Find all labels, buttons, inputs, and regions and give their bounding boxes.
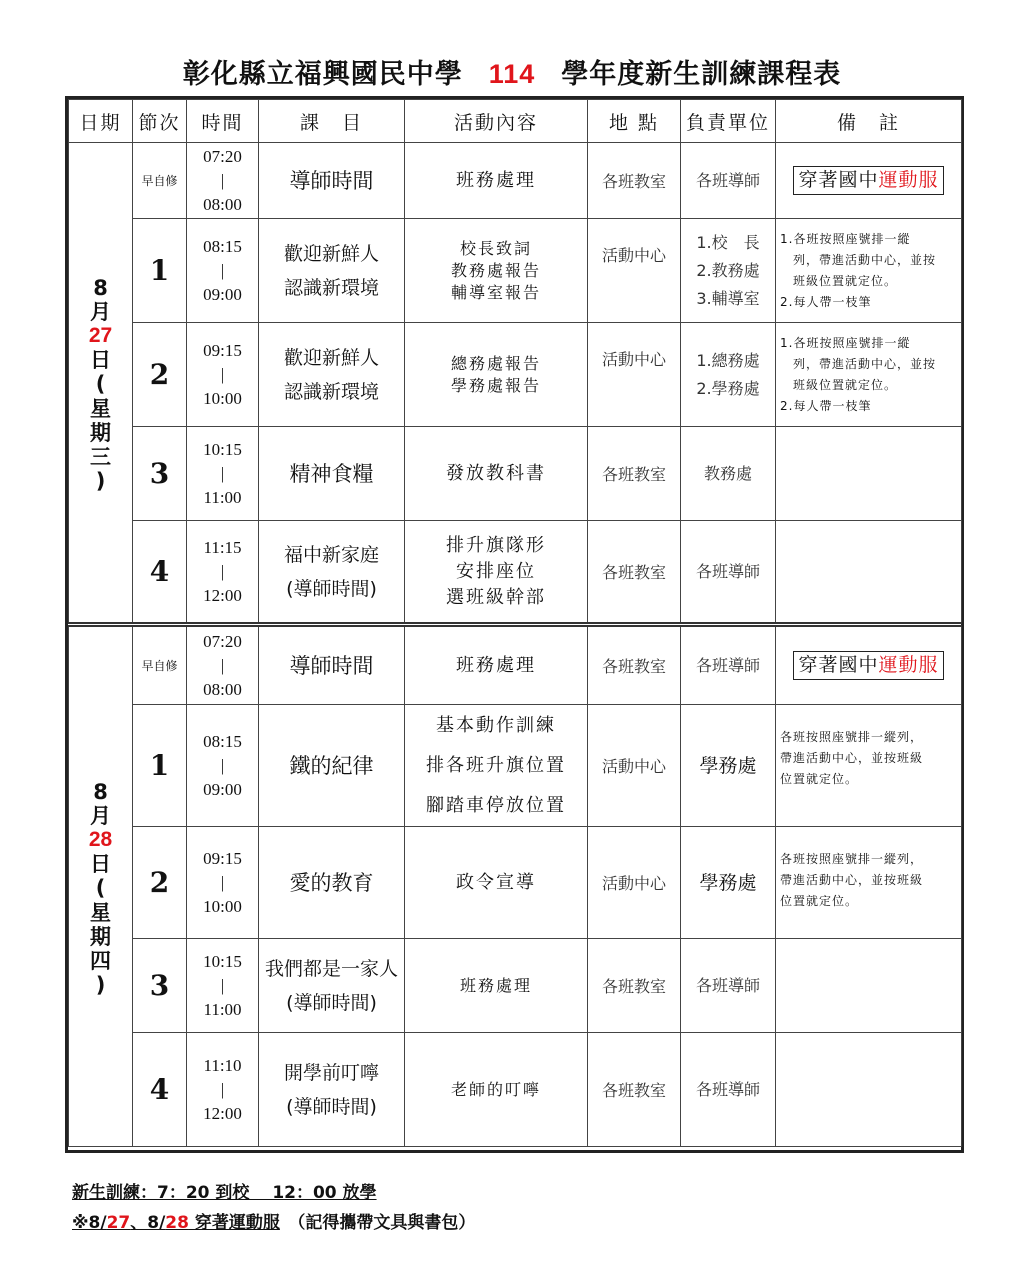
time-time-start: 07:20 — [203, 631, 242, 651]
activity-line: 政令宣導 — [456, 871, 536, 893]
activity-line: 學務處報告 — [450, 375, 541, 395]
course-cell — [259, 521, 405, 625]
activity-cell — [405, 427, 588, 521]
table-row — [69, 705, 962, 827]
header-course: 課 目 — [259, 100, 405, 143]
date-month-label: 月 — [90, 804, 111, 828]
responsible-line: 2.教務處 — [696, 260, 760, 280]
activity-line: 總務處報告 — [450, 353, 541, 373]
title-suffix: 學年度新生訓練課程表 — [561, 59, 842, 90]
time-cell — [187, 705, 259, 827]
course-cell — [259, 827, 405, 939]
location-cell: 活動中心 — [588, 323, 681, 427]
badge-text: 穿著國中 — [798, 654, 879, 676]
responsible-cell — [681, 427, 776, 521]
time-cell — [187, 939, 259, 1033]
date-day-label: 日 — [90, 348, 111, 373]
table-row — [69, 323, 962, 427]
location-cell: 各班教室 — [588, 521, 681, 625]
date-month-label: 月 — [90, 300, 111, 324]
responsible-line: 各班導師 — [695, 655, 760, 675]
time-cell — [187, 1033, 259, 1147]
activity-cell — [405, 143, 588, 219]
time-time-start: 08:15 — [203, 731, 242, 751]
activity-cell — [405, 323, 588, 427]
badge-text: 穿著國中 — [798, 169, 879, 191]
note-line: 列，帶進活動中心，並按 — [780, 357, 937, 371]
date-weekday-char: 四 — [90, 948, 111, 973]
table-row — [69, 827, 962, 939]
note-line: 位置就定位。 — [780, 894, 859, 908]
school-year: 114 — [488, 59, 536, 89]
date-cell — [69, 143, 133, 625]
note-cell — [776, 521, 962, 625]
time-sep: | — [220, 975, 225, 995]
time-sep: | — [220, 463, 225, 483]
time-time-start: 09:15 — [203, 848, 242, 868]
header-location: 地 點 — [588, 100, 681, 143]
time-sep: | — [220, 755, 225, 775]
activity-cell — [405, 521, 588, 625]
course-line: 鐵的紀律 — [289, 753, 374, 778]
date-weekday-char: 期 — [90, 420, 111, 445]
period-cell: 早自修 — [133, 143, 187, 219]
time-sep: | — [220, 655, 225, 675]
school-name: 彰化縣立福興國民中學 — [182, 59, 463, 90]
note-line: 列，帶進活動中心，並按 — [780, 253, 937, 267]
note-cell — [776, 625, 962, 705]
course-line: 認識新環境 — [283, 276, 379, 299]
activity-line: 排各班升旗位置 — [426, 754, 566, 776]
note-cell — [776, 827, 962, 939]
note-line: 位置就定位。 — [780, 772, 859, 786]
date-weekday-char: 星 — [90, 900, 111, 925]
course-line: 福中新家庭 — [283, 543, 379, 566]
time-sep: | — [220, 872, 225, 892]
period-cell: 早自修 — [133, 625, 187, 705]
responsible-line: 學務處 — [699, 754, 757, 777]
date-month: 8 — [93, 779, 108, 804]
time-time-end: 09:00 — [203, 284, 242, 304]
responsible-line: 1.校 長 — [696, 232, 760, 252]
time-time-start: 08:15 — [203, 236, 242, 256]
attire-badge — [793, 166, 943, 195]
activity-line: 發放教科書 — [446, 462, 546, 484]
schedule-table — [68, 99, 962, 1147]
header-period: 節次 — [133, 100, 187, 143]
location-cell: 各班教室 — [588, 427, 681, 521]
course-line: 精神食糧 — [289, 461, 374, 486]
time-cell — [187, 219, 259, 323]
time-time-end: 09:00 — [203, 779, 242, 799]
course-cell — [259, 219, 405, 323]
badge-text-red: 運動服 — [878, 654, 939, 676]
activity-line: 安排座位 — [456, 560, 536, 582]
table-row — [69, 625, 962, 705]
time-time-start: 11:10 — [203, 1055, 242, 1075]
header-activity: 活動內容 — [405, 100, 588, 143]
time-time-end: 10:00 — [203, 388, 242, 408]
header-date: 日期 — [69, 100, 133, 143]
course-line: 認識新環境 — [283, 380, 379, 403]
course-cell — [259, 143, 405, 219]
responsible-cell — [681, 827, 776, 939]
responsible-line: 各班導師 — [695, 561, 760, 581]
note-line: 各班按照座號排一縱列， — [780, 852, 924, 866]
period-cell: 2 — [133, 827, 187, 939]
time-cell — [187, 827, 259, 939]
date-cell — [69, 625, 133, 1147]
course-line: 開學前叮嚀 — [283, 1061, 379, 1084]
note-line: 帶進活動中心，並按班級 — [780, 873, 924, 887]
responsible-line: 教務處 — [703, 463, 752, 483]
course-line: 歡迎新鮮人 — [283, 346, 379, 369]
location-cell: 活動中心 — [588, 219, 681, 323]
time-cell — [187, 427, 259, 521]
responsible-line: 學務處 — [699, 871, 757, 894]
time-sep: | — [220, 170, 225, 190]
activity-line: 校長致詞 — [459, 238, 532, 258]
location-cell: 各班教室 — [588, 143, 681, 219]
activity-line: 老師的叮嚀 — [450, 1079, 541, 1099]
header-time: 時間 — [187, 100, 259, 143]
location-cell: 各班教室 — [588, 1033, 681, 1147]
location-cell: 各班教室 — [588, 939, 681, 1033]
note-line: 班級位置就定位。 — [780, 274, 898, 288]
note-line: 各班按照座號排一縱列， — [780, 730, 924, 744]
course-cell — [259, 323, 405, 427]
period-cell: 1 — [133, 705, 187, 827]
badge-text-red: 運動服 — [878, 169, 939, 191]
note-line: 1.各班按照座號排一縱 — [780, 336, 911, 350]
location-cell: 活動中心 — [588, 827, 681, 939]
note-line: 1.各班按照座號排一縱 — [780, 232, 911, 246]
note-cell — [776, 143, 962, 219]
responsible-cell — [681, 323, 776, 427]
activity-line: 班務處理 — [456, 654, 536, 676]
location-cell: 活動中心 — [588, 705, 681, 827]
responsible-cell — [681, 521, 776, 625]
time-time-end: 08:00 — [203, 194, 242, 214]
time-time-start: 07:20 — [203, 146, 242, 166]
time-cell — [187, 625, 259, 705]
note-cell — [776, 939, 962, 1033]
date-day: 27 — [88, 324, 113, 348]
time-cell — [187, 521, 259, 625]
responsible-cell — [681, 143, 776, 219]
course-line: (導師時間) — [286, 1095, 377, 1118]
course-line: 導師時間 — [289, 653, 374, 678]
time-time-start: 10:15 — [203, 951, 242, 971]
activity-line: 班務處理 — [459, 975, 532, 995]
note-cell — [776, 323, 962, 427]
note-cell — [776, 427, 962, 521]
period-cell: 2 — [133, 323, 187, 427]
period-cell: 3 — [133, 939, 187, 1033]
activity-cell — [405, 705, 588, 827]
table-row — [69, 939, 962, 1033]
time-sep: | — [220, 364, 225, 384]
time-time-end: 08:00 — [203, 679, 242, 699]
note-line: 班級位置就定位。 — [780, 378, 898, 392]
activity-cell — [405, 1033, 588, 1147]
period-cell: 4 — [133, 1033, 187, 1147]
table-row — [69, 219, 962, 323]
note-line: 2.每人帶一枝筆 — [780, 399, 872, 413]
note-cell — [776, 1033, 962, 1147]
header-responsible: 負責單位 — [681, 100, 776, 143]
time-time-end: 11:00 — [203, 999, 242, 1019]
table-row — [69, 521, 962, 625]
responsible-cell — [681, 1033, 776, 1147]
table-row — [69, 143, 962, 219]
note-cell — [776, 219, 962, 323]
time-time-end: 11:00 — [203, 487, 242, 507]
table-row — [69, 1033, 962, 1147]
date-weekday-char: 星 — [90, 396, 111, 421]
date-weekday-char: 期 — [90, 924, 111, 949]
course-line: 歡迎新鮮人 — [283, 242, 379, 265]
responsible-line: 1.總務處 — [696, 350, 760, 370]
activity-line: 班務處理 — [456, 169, 536, 191]
location-cell: 各班教室 — [588, 625, 681, 705]
period-cell: 1 — [133, 219, 187, 323]
responsible-line: 各班導師 — [695, 170, 760, 190]
date-paren-close: ) — [95, 468, 106, 493]
time-time-end: 12:00 — [203, 585, 242, 605]
course-line: (導師時間) — [286, 577, 377, 600]
time-time-start: 11:15 — [203, 537, 242, 557]
date-day: 28 — [88, 828, 113, 852]
responsible-cell — [681, 219, 776, 323]
activity-cell — [405, 219, 588, 323]
page-title — [0, 52, 1024, 91]
course-line: 我們都是一家人 — [264, 957, 398, 980]
course-cell — [259, 625, 405, 705]
date-paren-close: ) — [95, 972, 106, 997]
footer-line-2: ※8/27、8/28 穿著運動服 （記得攜帶文具與書包） — [72, 1213, 476, 1233]
responsible-line: 各班導師 — [695, 1079, 760, 1099]
time-time-end: 12:00 — [203, 1103, 242, 1123]
responsible-cell — [681, 705, 776, 827]
course-cell — [259, 427, 405, 521]
note-line: 帶進活動中心，並按班級 — [780, 751, 924, 765]
header-row — [69, 100, 962, 143]
time-sep: | — [220, 1079, 225, 1099]
responsible-cell — [681, 939, 776, 1033]
time-time-start: 10:15 — [203, 439, 242, 459]
activity-cell — [405, 625, 588, 705]
date-weekday-char: 三 — [90, 444, 111, 469]
time-time-start: 09:15 — [203, 340, 242, 360]
course-line: (導師時間) — [286, 991, 377, 1014]
course-cell — [259, 1033, 405, 1147]
course-cell — [259, 705, 405, 827]
activity-line: 輔導室報告 — [450, 282, 541, 302]
course-cell — [259, 939, 405, 1033]
date-paren-open: ( — [95, 372, 106, 397]
time-time-end: 10:00 — [203, 896, 242, 916]
activity-cell — [405, 827, 588, 939]
time-sep: | — [220, 260, 225, 280]
time-cell — [187, 143, 259, 219]
course-line: 愛的教育 — [289, 870, 374, 895]
footer-notes — [72, 1178, 475, 1238]
activity-line: 基本動作訓練 — [436, 714, 556, 736]
time-sep: | — [220, 561, 225, 581]
date-paren-open: ( — [95, 876, 106, 901]
note-line: 2.每人帶一枝筆 — [780, 295, 872, 309]
responsible-line: 3.輔導室 — [696, 288, 760, 308]
date-month: 8 — [93, 275, 108, 300]
responsible-line: 各班導師 — [695, 975, 760, 995]
attire-badge — [793, 651, 943, 680]
period-cell: 3 — [133, 427, 187, 521]
activity-line: 教務處報告 — [450, 260, 541, 280]
footer-line-1: 新生訓練：7：20 到校 12：00 放學 — [72, 1183, 377, 1203]
course-line: 導師時間 — [289, 168, 374, 193]
time-cell — [187, 323, 259, 427]
activity-line: 選班級幹部 — [446, 586, 546, 608]
date-day-label: 日 — [90, 852, 111, 877]
table-row — [69, 427, 962, 521]
footer-extra: （記得攜帶文具與書包） — [296, 1213, 476, 1233]
activity-line: 排升旗隊形 — [446, 534, 546, 556]
header-notes: 備 註 — [776, 100, 962, 143]
note-cell — [776, 705, 962, 827]
activity-cell — [405, 939, 588, 1033]
responsible-line: 2.學務處 — [696, 378, 760, 398]
activity-line: 腳踏車停放位置 — [426, 794, 566, 816]
responsible-cell — [681, 625, 776, 705]
period-cell: 4 — [133, 521, 187, 625]
